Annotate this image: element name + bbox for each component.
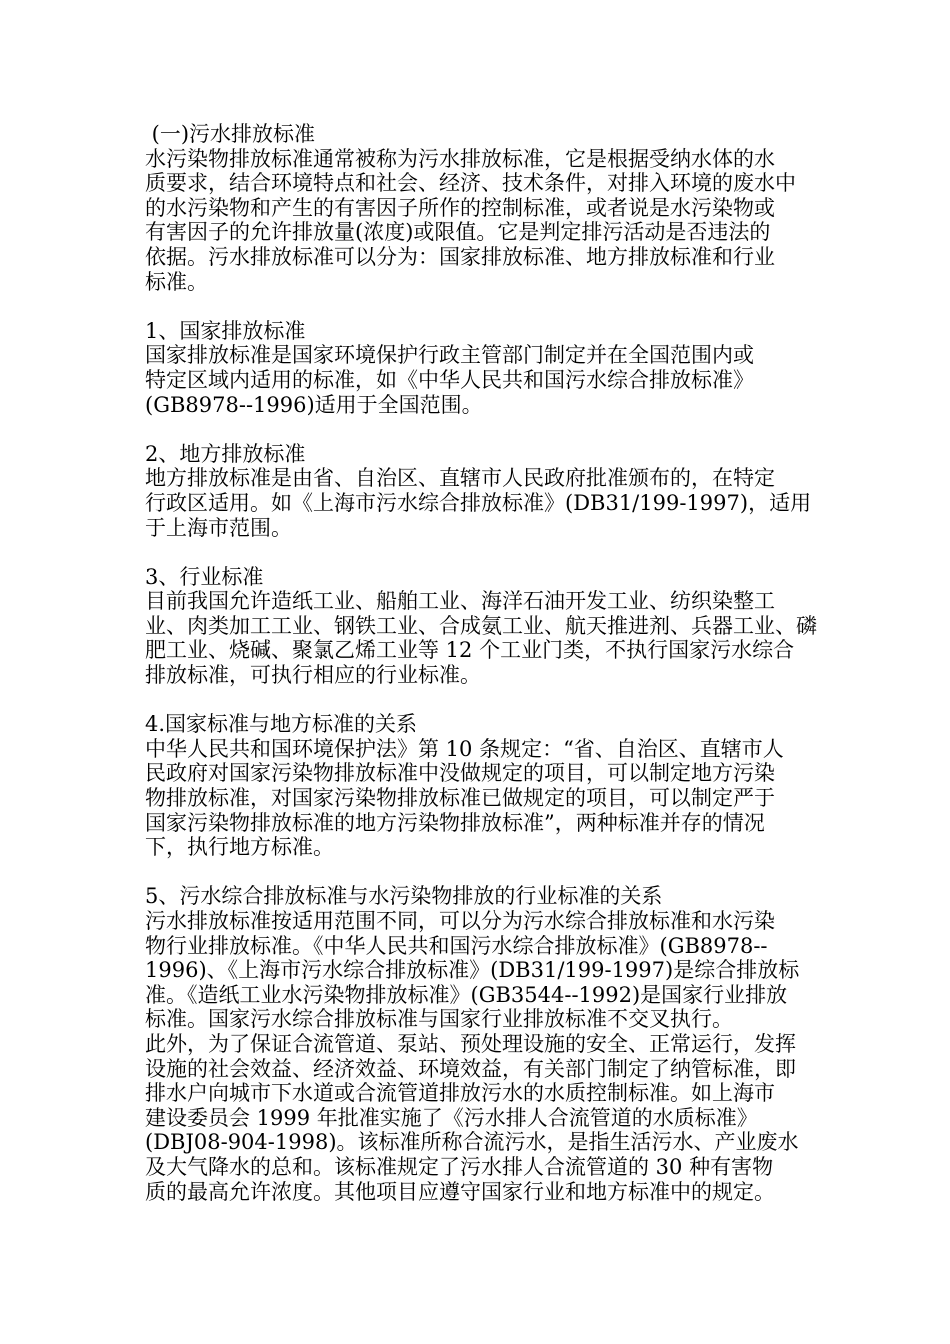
- paragraph-spacer: [145, 417, 813, 442]
- paragraph-line: 排放标准，可执行相应的行业标准。: [145, 663, 481, 688]
- paragraph-line: 标准。: [145, 269, 208, 294]
- paragraph-line: 中华人民共和国环境保护法》第 10 条规定：“省、自治区、直辖市人: [145, 736, 784, 761]
- section-comprehensive-industry-relation: [145, 884, 813, 1204]
- paragraph-line: 民政府对国家污染物排放标准中没做规定的项目，可以制定地方污染: [145, 761, 775, 786]
- paragraph-line: 建设委员会 1999 年批准实施了《污水排人合流管道的水质标准》: [145, 1105, 758, 1130]
- section-national-standard: [145, 319, 813, 417]
- section-wastewater-standards: [145, 122, 813, 294]
- paragraph-line: 此外，为了保证合流管道、泵站、预处理设施的安全、正常运行，发挥: [145, 1031, 796, 1056]
- paragraph-line: 特定区域内适用的标准，如《中华人民共和国污水综合排放标准》: [145, 367, 754, 392]
- paragraph-line: 物排放标准，对国家污染物排放标准已做规定的项目，可以制定严于: [145, 786, 775, 811]
- paragraph-line: 水污染物排放标准通常被称为污水排放标准，它是根据受纳水体的水: [145, 146, 775, 171]
- paragraph-line: 质要求，结合环境特点和社会、经济、技术条件，对排入环境的废水中: [145, 171, 796, 196]
- paragraph-line: 下，执行地方标准。: [145, 835, 334, 860]
- paragraph-line: 依据。污水排放标准可以分为：国家排放标准、地方排放标准和行业: [145, 244, 775, 269]
- section-heading: 4.国家标准与地方标准的关系: [145, 712, 418, 737]
- paragraph-line: 物行业排放标准。《中华人民共和国污水综合排放标准》(GB8978--: [145, 933, 768, 958]
- paragraph-line: 国家排放标准是国家环境保护行政主管部门制定并在全国范围内或: [145, 343, 754, 368]
- paragraph-line: 1996)、《上海市污水综合排放标准》(DB31/199-1997)是综合排放标: [145, 958, 800, 983]
- paragraph-line: 污水排放标准按适用范围不同，可以分为污水综合排放标准和水污染: [145, 909, 775, 933]
- paragraph-line: 国家污染物排放标准的地方污染物排放标准”，两种标准并存的情况: [145, 810, 765, 835]
- paragraph-line: 肥工业、烧碱、聚氯乙烯工业等 12 个工业门类，不执行国家污水综合: [145, 638, 795, 663]
- paragraph-spacer: [145, 688, 813, 713]
- document-body: [145, 122, 817, 1204]
- paragraph-spacer: [145, 294, 813, 319]
- paragraph-line: (DBJ08-904-1998)。该标准所称合流污水，是指生活污水、产业废水: [145, 1130, 799, 1155]
- paragraph-line: 于上海市范围。: [145, 515, 292, 540]
- section-heading: 5、污水综合排放标准与水污染物排放的行业标准的关系: [145, 884, 663, 909]
- paragraph-line: 有害因子的允许排放量(浓度)或限值。它是判定排污活动是否违法的: [145, 220, 771, 245]
- paragraph-line: 排水户向城市下水道或合流管道排放污水的水质控制标准。如上海市: [145, 1081, 775, 1106]
- section-heading: 1、国家排放标准: [145, 318, 306, 343]
- paragraph-line: 设施的社会效益、经济效益、环境效益，有关部门制定了纳管标准，即: [145, 1056, 796, 1081]
- paragraph-spacer: [145, 860, 813, 885]
- section-industry-standard: [145, 564, 817, 688]
- section-national-local-relation: [145, 712, 813, 860]
- section-heading: 2、地方排放标准: [145, 441, 306, 466]
- paragraph-line: 标准。国家污水综合排放标准与国家行业排放标准不交叉执行。: [145, 1007, 733, 1032]
- section-heading: (一)污水排放标准: [145, 122, 316, 146]
- paragraph-line: (GB8978--1996)适用于全国范围。: [145, 392, 483, 417]
- section-heading: 3、行业标准: [145, 564, 264, 589]
- paragraph-line: 行政区适用。如《上海市污水综合排放标准》(DB31/199-1997)，适用: [145, 490, 812, 515]
- section-local-standard: [145, 442, 813, 540]
- paragraph-spacer: [145, 540, 813, 565]
- paragraph-line: 及大气降水的总和。该标准规定了污水排人合流管道的 30 种有害物: [145, 1154, 774, 1179]
- paragraph-line: 的水污染物和产生的有害因子所作的控制标准，或者说是水污染物或: [145, 195, 775, 220]
- paragraph-line: 质的最高允许浓度。其他项目应遵守国家行业和地方标准中的规定。: [145, 1179, 775, 1204]
- paragraph-line: 业、肉类加工工业、钢铁工业、合成氨工业、航天推进剂、兵器工业、磷: [145, 613, 817, 638]
- paragraph-line: 地方排放标准是由省、自治区、直辖市人民政府批准颁布的，在特定: [145, 466, 775, 491]
- paragraph-line: 目前我国允许造纸工业、船舶工业、海洋石油开发工业、纺织染整工: [145, 589, 775, 614]
- paragraph-line: 准。《造纸工业水污染物排放标准》(GB3544--1992)是国家行业排放: [145, 982, 788, 1007]
